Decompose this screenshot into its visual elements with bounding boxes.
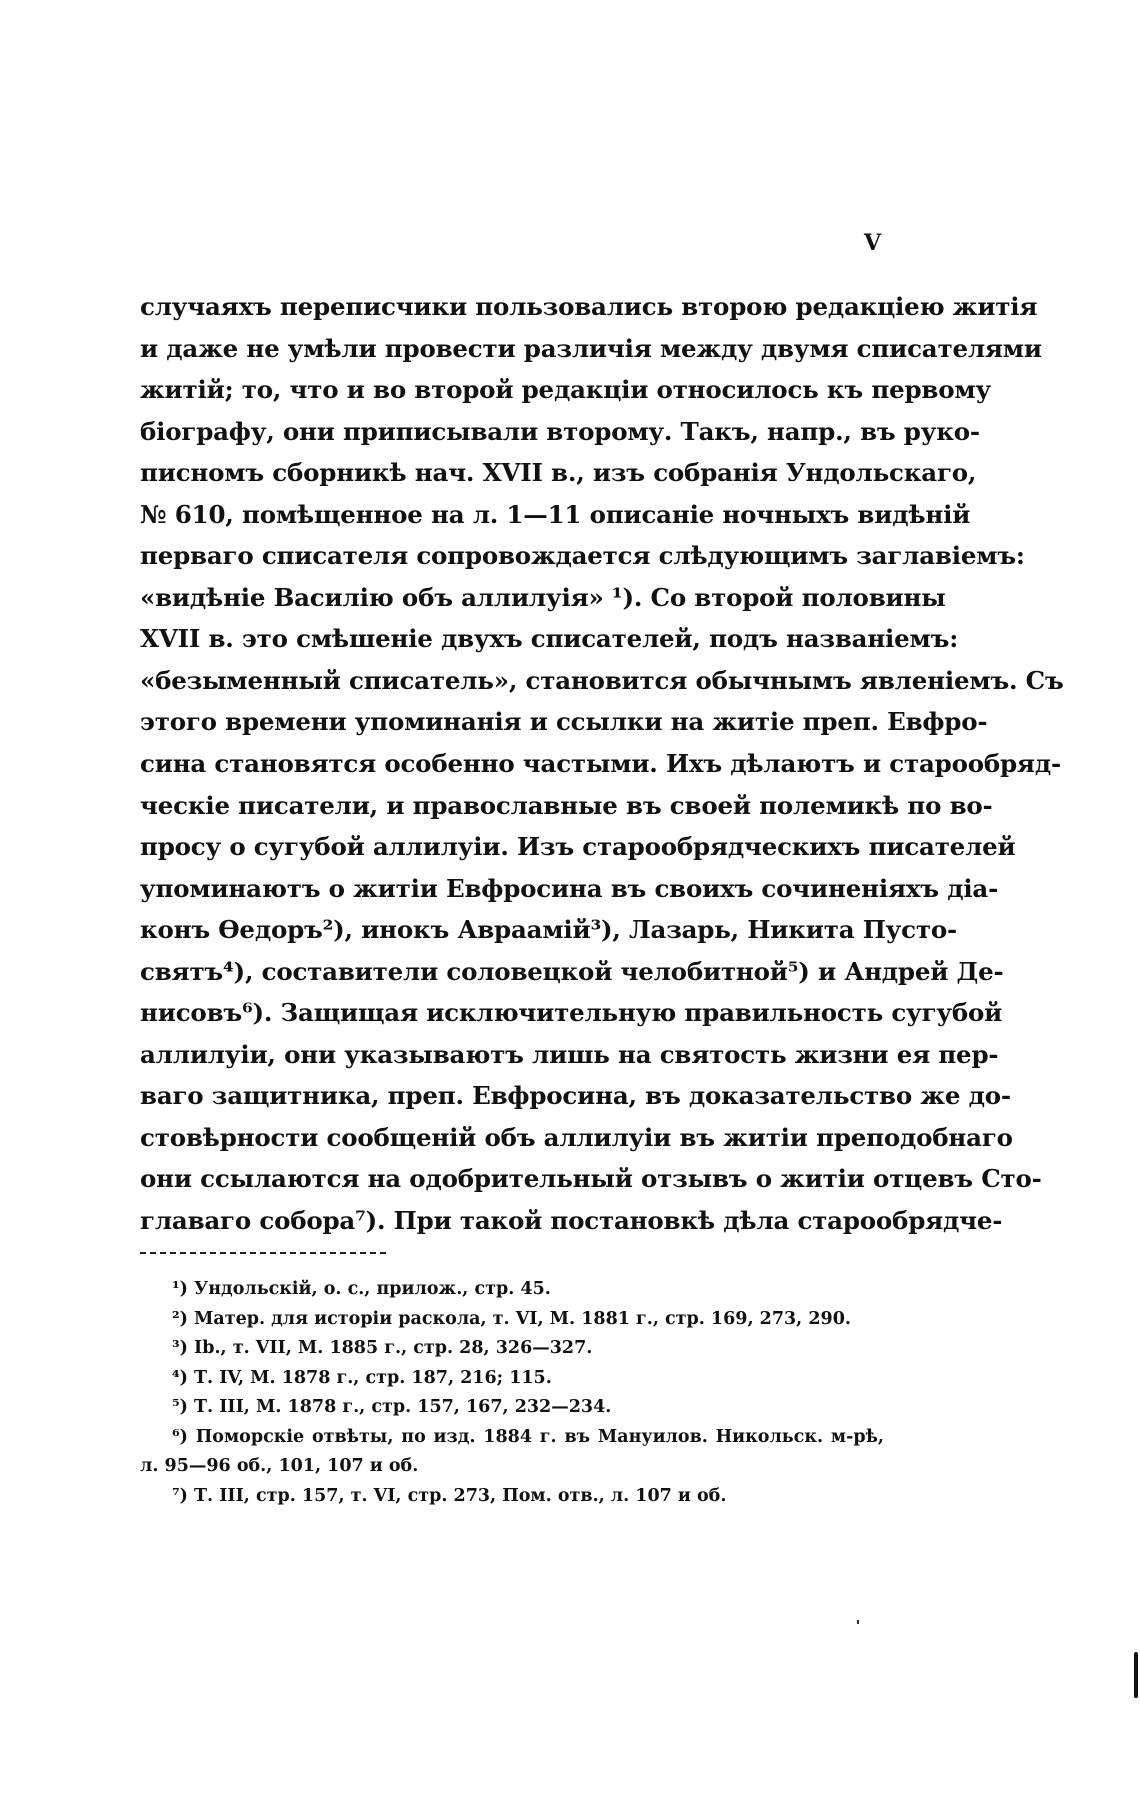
body-text bbox=[140, 286, 1064, 1242]
body-line: упоминаютъ о житіи Евфросина въ своихъ сочиненіяхъ діа- bbox=[140, 873, 999, 903]
body-line: перваго списателя сопровождается слѣдующимъ заглавіемъ: bbox=[140, 541, 1025, 571]
footnote-continuation: л. 95—96 об., 101, 107 и об. bbox=[140, 1456, 419, 1476]
footnote: ⁴) Т. IV, М. 1878 г., стр. 187, 216; 115. bbox=[172, 1367, 552, 1388]
body-line: сина становятся особенно частыми. Ихъ дѣлаютъ и старообряд- bbox=[140, 749, 1061, 779]
body-line: біографу, они приписывали второму. Такъ, напр., въ руко- bbox=[140, 416, 980, 446]
body-line: житій; то, что и во второй редакціи относилось къ первому bbox=[140, 375, 991, 405]
body-line: и даже не умѣли провести различія между двумя списателями bbox=[140, 333, 1042, 363]
body-line: XVII в. это смѣшеніе двухъ списателей, подъ названіемъ: bbox=[140, 624, 959, 654]
footnote: ³) Ib., т. VII, М. 1885 г., стр. 28, 326—327. bbox=[172, 1338, 593, 1358]
body-line: писномъ сборникѣ нач. XVII в., изъ собранія Ундольскаго, bbox=[140, 458, 977, 488]
scan-edge-mark bbox=[1134, 1652, 1138, 1698]
body-line: № 610, помѣщенное на л. 1—11 описаніе ночныхъ видѣній bbox=[140, 499, 971, 529]
body-line: стовѣрности сообщеній объ аллилуіи въ житіи преподобнаго bbox=[140, 1122, 1013, 1152]
footnote: ¹) Ундольскій, о. с., прилож., стр. 45. bbox=[172, 1279, 551, 1299]
body-line: конъ Ѳедоръ²), инокъ Авраамій³), Лазарь, Никита Пусто- bbox=[140, 915, 957, 945]
scan-speck bbox=[857, 1620, 859, 1624]
body-line: они ссылаются на одобрительный отзывъ о житіи отцевъ Сто- bbox=[140, 1164, 1042, 1194]
body-line: этого времени упоминанія и ссылки на житіе преп. Евфро- bbox=[140, 707, 988, 737]
body-line: «видѣніе Василію объ аллилуія» ¹). Со второй половины bbox=[140, 582, 946, 612]
footnotes bbox=[140, 1275, 884, 1511]
body-line: главаго собора⁷). При такой постановкѣ дѣла старообрядче- bbox=[140, 1206, 1003, 1236]
body-line: случаяхъ переписчики пользовались второю редакціею житія bbox=[140, 292, 1038, 321]
body-line: святъ⁴), составители соловецкой челобитной⁵) и Андрей Де- bbox=[140, 956, 1004, 986]
footnote: ⁶) Поморскіе отвѣты, по изд. 1884 г. въ Мануилов. Никольск. м-рѣ, bbox=[172, 1426, 884, 1447]
footnote: ⁷) Т. III, стр. 157, т. VI, стр. 273, Пом. отв., л. 107 и об. bbox=[172, 1485, 727, 1506]
page-number: V bbox=[864, 230, 882, 256]
body-line: «безыменный списатель», становится обычнымъ явленіемъ. Съ bbox=[140, 665, 1064, 695]
body-line: нисовъ⁶). Защищая исключительную правильность сугубой bbox=[140, 998, 1003, 1028]
body-line: аллилуіи, они указываютъ лишь на святость жизни ея пер- bbox=[140, 1039, 999, 1069]
footnote: ²) Матер. для исторіи раскола, т. VI, М. 1881 г., стр. 169, 273, 290. bbox=[172, 1308, 851, 1329]
body-line: ваго защитника, преп. Евфросина, въ доказательство же до- bbox=[140, 1081, 1011, 1111]
footnote: ⁵) Т. III, М. 1878 г., стр. 157, 167, 232—234. bbox=[172, 1397, 612, 1417]
body-line: ческіе писатели, и православные въ своей полемикѣ по во- bbox=[140, 790, 993, 820]
footnote-separator bbox=[140, 1252, 386, 1254]
body-line: просу о сугубой аллилуіи. Изъ старообрядческихъ писателей bbox=[140, 832, 1016, 862]
